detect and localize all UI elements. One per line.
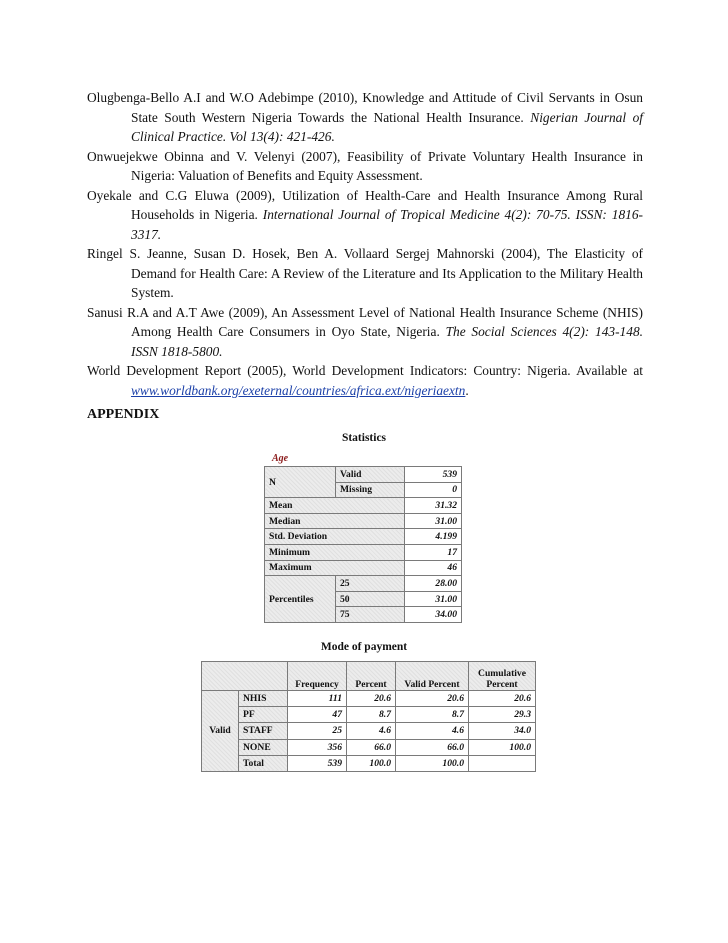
stat-value: 4.199 bbox=[405, 529, 462, 545]
percentile-key: 50 bbox=[336, 591, 405, 607]
statistics-variable-label: Age bbox=[272, 453, 289, 464]
percentile-key: 75 bbox=[336, 607, 405, 623]
table-row bbox=[202, 755, 536, 771]
table-row bbox=[265, 513, 462, 529]
stat-label: Maximum bbox=[265, 560, 405, 576]
percent-cell: 8.7 bbox=[347, 707, 396, 723]
percentile-value: 28.00 bbox=[405, 576, 462, 592]
valid-label: Valid bbox=[336, 467, 405, 483]
header-frequency: Frequency bbox=[288, 662, 347, 691]
table-row bbox=[202, 691, 536, 707]
statistics-title: Statistics bbox=[341, 432, 387, 444]
valid-label: Valid bbox=[202, 691, 239, 772]
table-row bbox=[265, 498, 462, 514]
percent-cell: 20.6 bbox=[347, 691, 396, 707]
missing-label: Missing bbox=[336, 482, 405, 498]
valid-percent-cell: 20.6 bbox=[396, 691, 469, 707]
header-percent: Percent bbox=[347, 662, 396, 691]
percent-cell: 4.6 bbox=[347, 723, 396, 739]
valid-percent-cell: 4.6 bbox=[396, 723, 469, 739]
row-label: NONE bbox=[239, 739, 288, 755]
stat-label: Minimum bbox=[265, 544, 405, 560]
percentile-value: 31.00 bbox=[405, 591, 462, 607]
cumulative-cell: 100.0 bbox=[469, 739, 536, 755]
frequency-cell: 356 bbox=[288, 739, 347, 755]
mode-of-payment-title: Mode of payment bbox=[320, 641, 408, 653]
stat-label: Median bbox=[265, 513, 405, 529]
stat-value: 31.00 bbox=[405, 513, 462, 529]
valid-percent-cell: 66.0 bbox=[396, 739, 469, 755]
table-row bbox=[265, 576, 462, 592]
reference-item: Oyekale and C.G Eluwa (2009), Utilization of Health-Care and Health Insurance Among Rural Households in Nigeria. International Journal of Tropical Medicine 4(2): 70-75. ISSN: 1816-3317. bbox=[87, 187, 643, 242]
stat-value: 17 bbox=[405, 544, 462, 560]
cumulative-cell: 20.6 bbox=[469, 691, 536, 707]
valid-percent-cell: 100.0 bbox=[396, 755, 469, 771]
valid-percent-cell: 8.7 bbox=[396, 707, 469, 723]
percentiles-label: Percentiles bbox=[265, 576, 336, 623]
row-label: Total bbox=[239, 755, 288, 771]
reference-item: Sanusi R.A and A.T Awe (2009), An Assessment Level of National Health Insurance Scheme (NHIS) Among Health Care Consumers in Oyo State, Nigeria. The Social Sciences 4(2): 143-148. ISSN 1818-5800. bbox=[87, 304, 643, 359]
stat-label: Mean bbox=[265, 498, 405, 514]
table-row bbox=[202, 723, 536, 739]
row-label: NHIS bbox=[239, 691, 288, 707]
reference-item: World Development Report (2005), World Development Indicators: Country: Nigeria. Available at www.worldbank.org/exeternal/countries/africa.ext/nigeriaextn. bbox=[87, 363, 643, 398]
missing-value: 0 bbox=[405, 482, 462, 498]
cumulative-cell: 29.3 bbox=[469, 707, 536, 723]
percent-cell: 100.0 bbox=[347, 755, 396, 771]
percentile-value: 34.00 bbox=[405, 607, 462, 623]
table-row bbox=[202, 707, 536, 723]
table-row bbox=[202, 739, 536, 755]
stat-value: 31.32 bbox=[405, 498, 462, 514]
valid-value: 539 bbox=[405, 467, 462, 483]
stat-label: Std. Deviation bbox=[265, 529, 405, 545]
row-label: STAFF bbox=[239, 723, 288, 739]
statistics-table bbox=[264, 466, 462, 623]
frequency-cell: 539 bbox=[288, 755, 347, 771]
cumulative-cell: 34.0 bbox=[469, 723, 536, 739]
frequency-cell: 47 bbox=[288, 707, 347, 723]
table-row bbox=[265, 544, 462, 560]
reference-item: Onwuejekwe Obinna and V. Velenyi (2007), Feasibility of Private Voluntary Health Insurance in Nigeria: Valuation of Benefits and Equity Assessment. bbox=[87, 148, 643, 183]
cumulative-cell bbox=[469, 755, 536, 771]
table-row bbox=[265, 529, 462, 545]
table-header-row bbox=[202, 662, 536, 691]
percentile-key: 25 bbox=[336, 576, 405, 592]
mode-of-payment-table bbox=[201, 661, 536, 772]
appendix-heading: APPENDIX bbox=[87, 407, 160, 422]
percent-cell: 66.0 bbox=[347, 739, 396, 755]
row-label: PF bbox=[239, 707, 288, 723]
header-blank bbox=[202, 662, 288, 691]
reference-item: Ringel S. Jeanne, Susan D. Hosek, Ben A. Vollaard Sergej Mahnorski (2004), The Elasticity of Demand for Health Care: A Review of the Literature and Its Application to the Military Health System. bbox=[87, 246, 643, 300]
header-valid-percent: Valid Percent bbox=[396, 662, 469, 691]
worldbank-link[interactable]: www.worldbank.org/exeternal/countries/africa.ext/nigeriaextn bbox=[131, 382, 466, 398]
stat-value: 46 bbox=[405, 560, 462, 576]
table-row bbox=[265, 560, 462, 576]
frequency-cell: 111 bbox=[288, 691, 347, 707]
header-cumulative-percent: Cumulative Percent bbox=[469, 662, 536, 691]
table-row bbox=[265, 467, 462, 483]
reference-list bbox=[87, 88, 643, 400]
n-label: N bbox=[265, 467, 336, 498]
reference-item: Olugbenga-Bello A.I and W.O Adebimpe (2010), Knowledge and Attitude of Civil Servants in Osun State South Western Nigeria Towards the National Health Insurance. Nigerian Journal of Clinical Practice. Vol 13(4): 421-426. bbox=[87, 90, 643, 144]
frequency-cell: 25 bbox=[288, 723, 347, 739]
